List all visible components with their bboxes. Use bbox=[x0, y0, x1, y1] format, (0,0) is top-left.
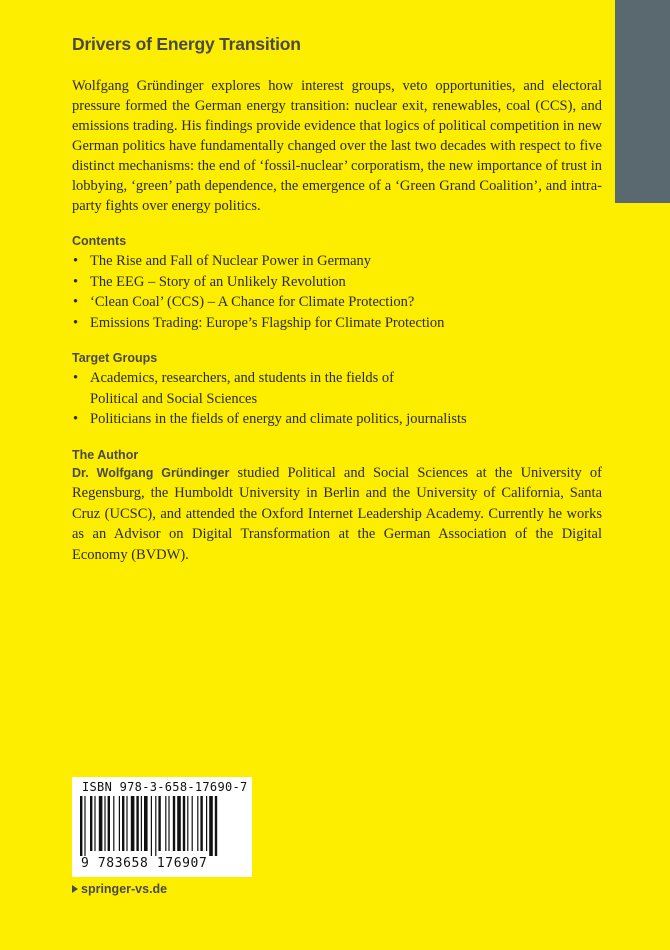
target-group-text: Academics, researchers, and students in the fields of Political and Social Sciences bbox=[90, 370, 394, 407]
list-item bbox=[72, 251, 602, 272]
barcode-bar bbox=[173, 796, 175, 851]
publisher-link-text: springer-vs.de bbox=[81, 882, 168, 896]
contents-item-text: Emissions Trading: Europe’s Flagship for Climate Protection bbox=[90, 314, 445, 331]
target-groups-heading: Target Groups bbox=[72, 351, 158, 365]
barcode-icon bbox=[78, 796, 246, 856]
barcode-bar bbox=[155, 796, 156, 856]
arrow-right-icon bbox=[72, 885, 78, 893]
bullet-icon: • bbox=[73, 411, 79, 427]
barcode-bar bbox=[104, 796, 105, 851]
barcode-bar bbox=[84, 796, 85, 856]
barcode-bar bbox=[177, 796, 181, 851]
list-item bbox=[72, 409, 602, 430]
contents-list bbox=[72, 251, 602, 333]
list-item bbox=[72, 272, 602, 293]
barcode-bar bbox=[192, 796, 193, 851]
barcode-bar bbox=[183, 796, 185, 851]
barcode-bar bbox=[90, 796, 92, 851]
list-item bbox=[72, 292, 602, 313]
isbn-label: ISBN 978-3-658-17690-7 bbox=[82, 780, 248, 794]
isbn-barcode bbox=[72, 777, 252, 877]
barcode-bar bbox=[197, 796, 198, 851]
barcode-bar bbox=[80, 796, 82, 856]
bullet-icon: • bbox=[73, 314, 79, 331]
cover-side-bar bbox=[615, 0, 670, 203]
book-title: Drivers of Energy Transition bbox=[72, 34, 301, 54]
target-groups-list bbox=[72, 368, 602, 430]
barcode-bar bbox=[99, 796, 103, 851]
author-bio bbox=[72, 463, 602, 566]
barcode-bar bbox=[122, 796, 124, 851]
barcode-bar bbox=[209, 796, 213, 856]
barcode-digits: 9 783658 176907 bbox=[81, 856, 208, 871]
bullet-icon: • bbox=[73, 370, 79, 386]
barcode-bar bbox=[200, 796, 202, 851]
barcode-bar bbox=[144, 796, 148, 851]
author-bio-text: studied Political and Social Sciences at the University of Regensburg, the Humboldt University in Berlin and the University of California, Santa Cruz (UCSC), and attended the Oxford Internet Leadership Academy. Currently he works as an Advisor on Digital Transformation at the German Association of the Digital Economy (BVDW). bbox=[72, 464, 602, 563]
publisher-link[interactable] bbox=[72, 882, 167, 896]
author-heading: The Author bbox=[72, 447, 139, 462]
barcode-bar bbox=[158, 796, 160, 851]
barcode-bar bbox=[136, 796, 138, 851]
contents-heading: Contents bbox=[72, 234, 127, 248]
bullet-icon: • bbox=[73, 253, 79, 269]
barcode-bar bbox=[126, 796, 127, 851]
author-name: Dr. Wolfgang Gründinger bbox=[72, 465, 230, 480]
list-item bbox=[72, 368, 420, 409]
barcode-bar bbox=[187, 796, 188, 851]
contents-item-text: ‘Clean Coal’ (CCS) – A Chance for Climate Protection? bbox=[90, 294, 415, 310]
barcode-bar bbox=[151, 796, 152, 856]
barcode-bar bbox=[108, 796, 110, 851]
list-item bbox=[72, 313, 602, 334]
barcode-bar bbox=[206, 796, 207, 851]
cover-content bbox=[72, 34, 602, 565]
barcode-bar bbox=[168, 796, 169, 851]
barcode-bar bbox=[165, 796, 166, 851]
barcode-bar bbox=[215, 796, 217, 856]
bullet-icon: • bbox=[73, 273, 79, 290]
contents-item-text: The EEG – Story of an Unlikely Revolution bbox=[90, 273, 346, 290]
bullet-icon: • bbox=[73, 294, 79, 310]
barcode-bar bbox=[141, 796, 142, 851]
barcode-bar bbox=[94, 796, 95, 851]
contents-item-text: The Rise and Fall of Nuclear Power in Germany bbox=[90, 253, 372, 269]
target-group-text: Politicians in the fields of energy and climate politics, journalists bbox=[90, 411, 467, 427]
barcode-bar bbox=[131, 796, 135, 851]
book-abstract: Wolfgang Gründinger explores how interest groups, veto opportunities, and electoral pressure formed the German energy transition: nuclear exit, renewables, coal (CCS), and emissions trading. His findings provide evidence that logics of political competition in new German politics have fundamentally changed over the last two decades with respect to five distinct mechanisms: the end of ‘fossil-nuclear’ corporatism, the new importance of trust in lobbying, ‘green’ path dependence, the emergence of a ‘Green Grand Coalition’, and intra-party fights over energy politics. bbox=[72, 78, 602, 214]
barcode-bar bbox=[119, 796, 120, 851]
barcode-bar bbox=[113, 796, 114, 851]
